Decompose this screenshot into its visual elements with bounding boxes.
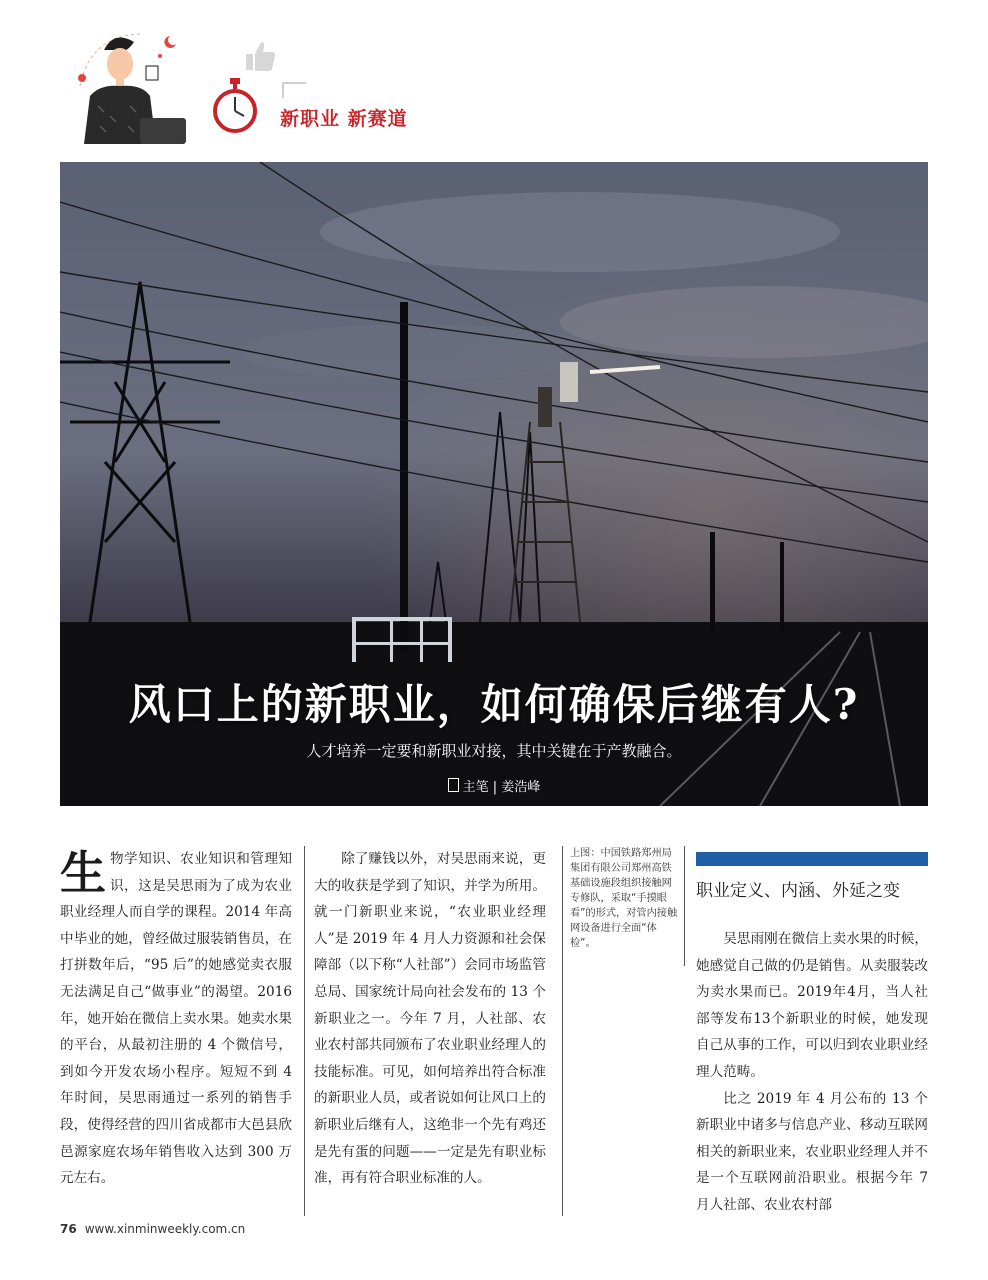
pen-icon	[448, 778, 459, 792]
article-column-4	[696, 926, 928, 1219]
dropcap: 生	[60, 846, 106, 900]
photo-caption	[570, 846, 678, 951]
byline-label: 主笔	[462, 780, 489, 795]
section-tag: 新职业 新赛道	[280, 108, 408, 130]
caption-text: 上图：中国铁路郑州局集团有限公司郑州高铁基础设施段组织接触网专修队，采取“手摸眼看”的形式，对管内接触网设备进行全面“体检”。	[570, 848, 678, 949]
column-divider	[684, 846, 685, 966]
tag-mark	[282, 82, 306, 98]
page-footer	[60, 1222, 245, 1236]
footer-url: www.xinminweekly.com.cn	[84, 1222, 246, 1236]
byline-author: 姜浩峰	[501, 780, 541, 795]
hero-subtitle: 人才培养一定要和新职业对接，其中关键在于产教融合。	[306, 742, 682, 760]
subheading: 职业定义、内涵、外延之变	[696, 881, 900, 901]
page-number: 76	[60, 1222, 77, 1236]
col4-paragraph-1: 吴思雨刚在微信上卖水果的时候，她感觉自己做的仍是销售。从卖服装改为卖水果而已。2019年4月，当人社部等发布13个新职业的时候，她发现自己从事的工作，可以归到农业职业经理人范畴。	[696, 931, 928, 1080]
byline	[60, 776, 928, 795]
thumbs-up-icon	[246, 40, 276, 72]
hero-photo	[60, 162, 928, 806]
col4-paragraph-2: 比之 2019 年 4 月公布的 13 个新职业中诸多与信息产业、移动互联网相关的新职业来，农业职业经理人并不是一个互联网前沿职业。根据今年 7 月人社部、农业农村部	[696, 1090, 928, 1213]
column-divider	[304, 846, 305, 1216]
stopwatch-icon	[212, 78, 258, 134]
header-illustration	[70, 26, 190, 146]
column-divider	[562, 846, 563, 1216]
subheading-bar	[696, 852, 928, 866]
byline-separator: |	[492, 780, 498, 795]
hero-title: 风口上的新职业，如何确保后继有人?	[128, 680, 860, 729]
col1-paragraph-1: 物学知识、农业知识和管理知识，这是吴思雨为了成为农业职业经理人而自学的课程。2014 年高中毕业的她，曾经做过服装销售员，在打拼数年后，“95 后”的她感觉卖衣服无法满足自己“做事业”的渴望。2016 年，她开始在微信上卖水果。她卖水果的平台，从最初注册的 4 个微信号，到如今开发农场小程序。短短不到 4 年时间，吴思雨通过一系列的销售手段，使得经营的四川省成都市大邑县欣邑源家庭农场年销售收入达到 300 万元左右。	[60, 851, 292, 1187]
article-column-1	[60, 846, 292, 1192]
article-column-2	[314, 846, 546, 1192]
col2-paragraph-1: 除了赚钱以外，对吴思雨来说，更大的收获是学到了知识，并学为所用。就一门新职业来说，“农业职业经理人”是 2019 年 4 月人力资源和社会保障部（以下称“人社部”）会同市场监管总局、国家统计局向社会发布的 13 个新职业之一。今年 7 月，人社部、农业农村部共同颁布了农业职业经理人的技能标准。可见，如何培养出符合标准的新职业人员，或者说如何让风口上的新职业后继有人，这绝非一个先有鸡还是先有蛋的问题——一定是先有职业标准，再有符合职业标准的人。	[314, 851, 546, 1187]
